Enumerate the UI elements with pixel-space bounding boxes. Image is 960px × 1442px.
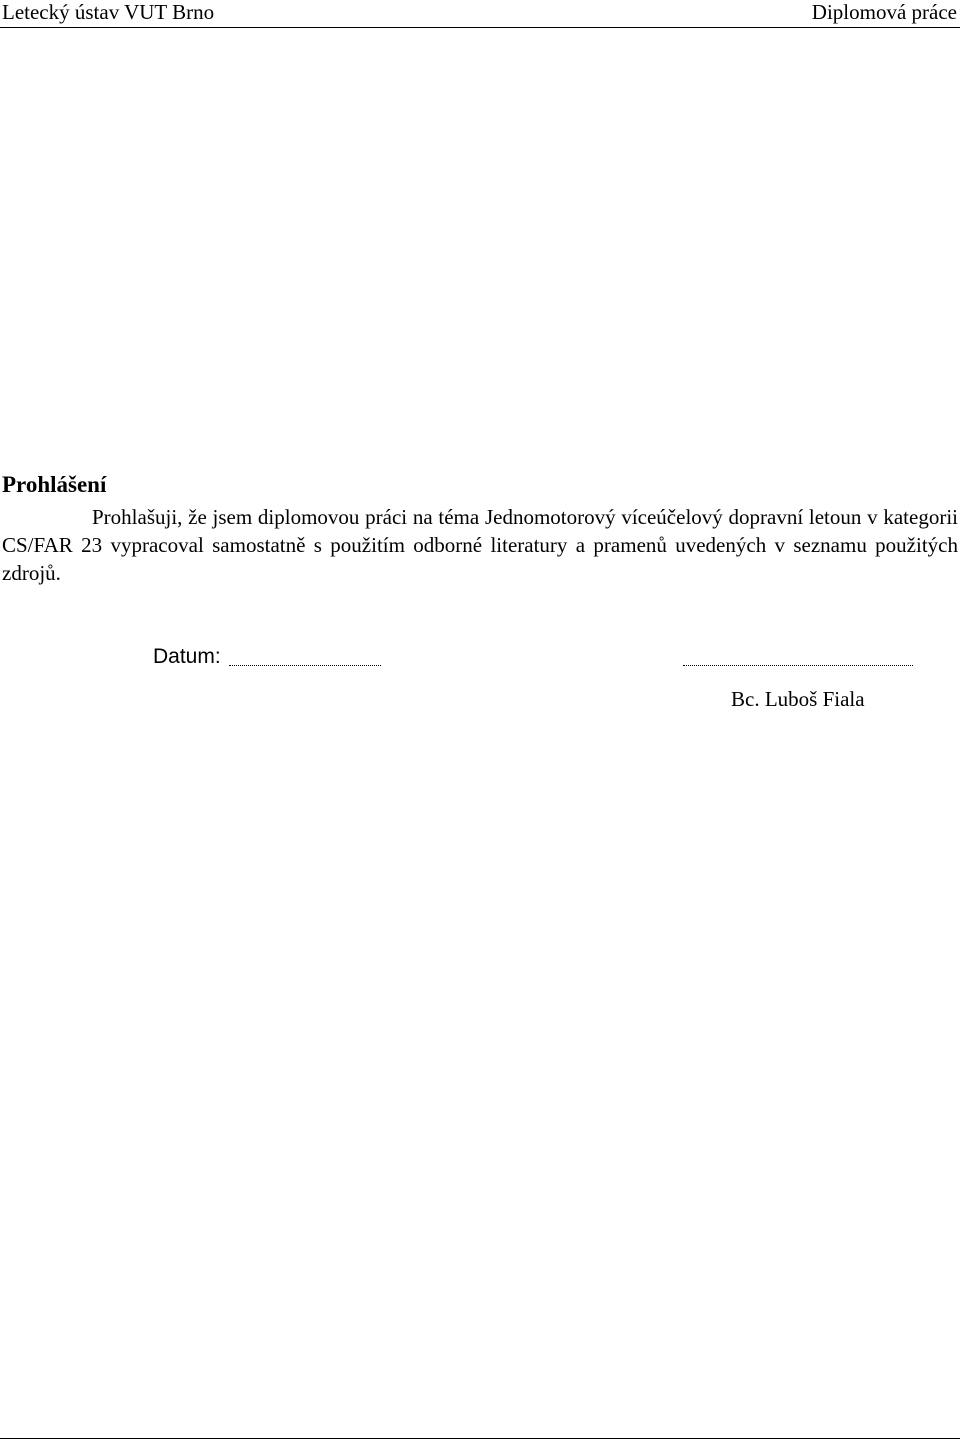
date-label: Datum:: [153, 645, 221, 668]
section-title: Prohlášení: [2, 472, 107, 497]
header-document-type: Diplomová práce: [811, 0, 957, 24]
signature-line: [683, 665, 913, 666]
header-institute: Letecký ústav VUT Brno: [2, 0, 215, 24]
footer-rule: [0, 1438, 960, 1439]
declaration-text: Prohlašuji, že jsem diplomovou práci na téma Jednomotorový víceúčelový dopravní letoun v kategorii CS/FAR 23 vypracoval samostatně s použitím odborné literatury a pramenů uvedených v seznamu použitých zdrojů.: [2, 505, 958, 585]
signer-name: Bc. Luboš Fiala: [731, 687, 865, 711]
page-header: [0, 0, 960, 28]
date-line: [229, 665, 381, 666]
